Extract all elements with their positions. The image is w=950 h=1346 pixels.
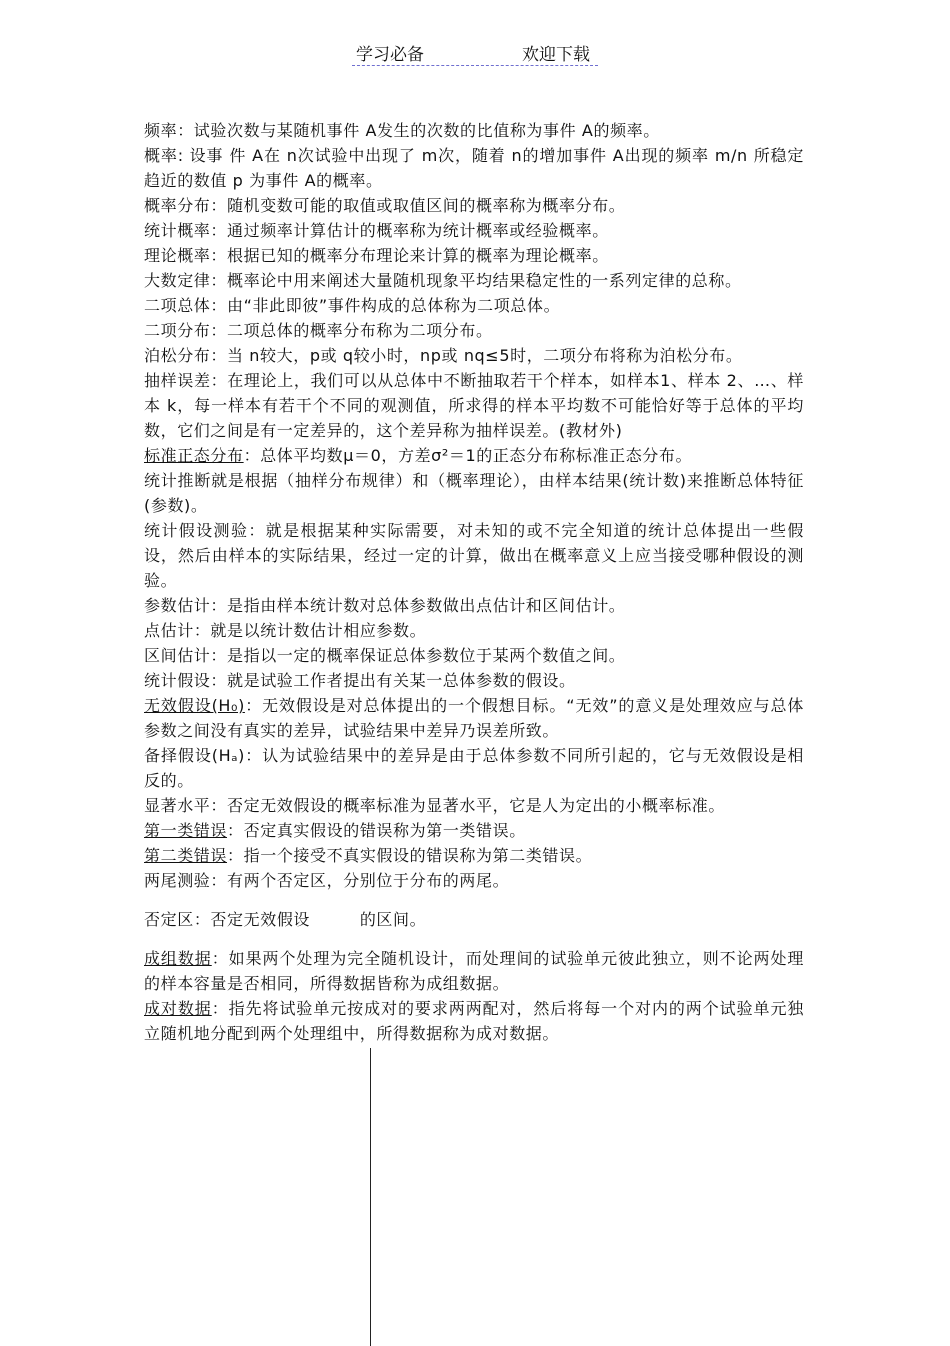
entry-text: ：概率论中用来阐述大量随机现象平均结果稳定性的一系列定律的总称。 bbox=[210, 271, 742, 290]
entry-term: 抽样误差 bbox=[144, 371, 211, 390]
entry-text: ：否定真实假设的错误称为第一类错误。 bbox=[227, 821, 526, 840]
entry-term: 点估计 bbox=[144, 621, 194, 640]
entry-term: 成对数据 bbox=[144, 999, 212, 1018]
entry-text: ：指一个接受不真实假设的错误称为第二类错误。 bbox=[227, 846, 593, 865]
entry-text: ：认为试验结果中的差异是由于总体参数不同所引起的，它与无效假设是相反的。 bbox=[144, 746, 804, 790]
entry-term: 标准正态分布 bbox=[144, 446, 244, 465]
header-dashed-rule bbox=[352, 65, 598, 66]
entry-interval-estimation bbox=[144, 643, 804, 668]
entry-term: 第一类错误 bbox=[144, 821, 228, 840]
entry-text: ：总体平均数μ＝0，方差σ²＝1的正态分布称标准正态分布。 bbox=[243, 446, 693, 465]
entry-statistical-hypothesis bbox=[144, 668, 804, 693]
entry-term: 参数估计 bbox=[144, 596, 211, 615]
entry-term: 统计假设 bbox=[144, 671, 211, 690]
entry-text: ：就是试验工作者提出有关某一总体参数的假设。 bbox=[210, 671, 576, 690]
entry-text: ：就是根据某种实际需要，对未知的或不完全知道的统计总体提出一些假设，然后由样本的实际结果，经过一定的计算，做出在概率意义上应当接受哪种假设的测验。 bbox=[144, 521, 804, 590]
entry-text: : 设事 件 A在 n次试验中出现了 m次，随着 n的增加事件 A出现的频率 m/n 所稳定趋近的数值 p 为事件 A的概率。 bbox=[144, 146, 805, 190]
vertical-divider-line bbox=[370, 1048, 371, 1346]
entry-term: 频率 bbox=[144, 121, 178, 140]
entry-frequency bbox=[144, 118, 804, 143]
entry-text: ：由“非此即彼”事件构成的总体称为二项总体。 bbox=[210, 296, 561, 315]
entry-term: 二项总体 bbox=[144, 296, 211, 315]
entry-text: ：通过频率计算估计的概率称为统计概率或经验概率。 bbox=[210, 221, 609, 240]
entry-paired-data bbox=[144, 996, 804, 1046]
entry-null-hypothesis bbox=[144, 693, 804, 743]
entry-text: ：就是以统计数估计相应参数。 bbox=[193, 621, 427, 640]
entry-term: 否定区 bbox=[144, 910, 194, 929]
entry-text: 就是根据（抽样分布规律）和（概率理论），由样本结果(统计数)来推断总体特征(参数)。 bbox=[144, 471, 804, 515]
entry-statistical-probability bbox=[144, 218, 804, 243]
entry-term: 两尾测验 bbox=[144, 871, 211, 890]
entry-binomial-distribution bbox=[144, 318, 804, 343]
entry-law-of-large-numbers bbox=[144, 268, 804, 293]
entry-probability-distribution bbox=[144, 193, 804, 218]
entry-term: 大数定律 bbox=[144, 271, 211, 290]
page-header bbox=[0, 40, 950, 70]
entry-poisson-distribution bbox=[144, 343, 804, 368]
entry-alternative-hypothesis bbox=[144, 743, 804, 793]
entry-text: ：在理论上，我们可以从总体中不断抽取若干个样本，如样本1、样本 2、…、样本 k，每一样本有若干个不同的观测值，所求得的样本平均数不可能恰好等于总体的平均数，它们之间是有一定差异的，这个差异称为抽样误差。(教材外) bbox=[144, 371, 804, 440]
glossary-body bbox=[144, 118, 804, 1046]
entry-term: 统计概率 bbox=[144, 221, 211, 240]
entry-statistical-inference bbox=[144, 468, 804, 518]
entry-term: 无效假设(H₀) bbox=[144, 696, 245, 715]
entry-term: 成组数据 bbox=[144, 949, 212, 968]
header-left-text: 学习必备 bbox=[356, 45, 424, 65]
entry-text: ：是指由样本统计数对总体参数做出点估计和区间估计。 bbox=[210, 596, 626, 615]
entry-two-tailed-test bbox=[144, 868, 804, 893]
entry-text: ：试验次数与某随机事件 A发生的次数的比值称为事件 A的频率。 bbox=[177, 121, 660, 140]
entry-rejection-region bbox=[144, 907, 804, 932]
entry-point-estimation bbox=[144, 618, 804, 643]
entry-theoretical-probability bbox=[144, 243, 804, 268]
entry-text: ：否定无效假设 的区间。 bbox=[193, 910, 427, 929]
entry-text: ：无效假设是对总体提出的一个假想目标。“无效”的意义是处理效应与总体参数之间没有真实的差异，试验结果中差异乃误差所致。 bbox=[144, 696, 804, 740]
entry-text: ：如果两个处理为完全随机设计，而处理间的试验单元彼此独立，则不论两处理的样本容量是否相同，所得数据皆称为成组数据。 bbox=[144, 949, 804, 993]
entry-text: ：根据已知的概率分布理论来计算的概率为理论概率。 bbox=[210, 246, 609, 265]
entry-term: 显著水平 bbox=[144, 796, 211, 815]
entry-grouped-data bbox=[144, 946, 804, 996]
entry-term: 备择假设(Hₐ) bbox=[144, 746, 245, 765]
entry-parameter-estimation bbox=[144, 593, 804, 618]
entry-term: 泊松分布 bbox=[144, 346, 211, 365]
entry-probability bbox=[144, 143, 804, 193]
entry-text: ：是指以一定的概率保证总体参数位于某两个数值之间。 bbox=[210, 646, 626, 665]
entry-text: ：当 n较大，p或 q较小时，np或 nq≤5时，二项分布将称为泊松分布。 bbox=[210, 346, 743, 365]
entry-term: 第二类错误 bbox=[144, 846, 228, 865]
entry-text: ：指先将试验单元按成对的要求两两配对，然后将每一个对内的两个试验单元独立随机地分配到两个处理组中，所得数据称为成对数据。 bbox=[144, 999, 804, 1043]
entry-text: ：有两个否定区，分别位于分布的两尾。 bbox=[210, 871, 510, 890]
entry-type-one-error bbox=[144, 818, 804, 843]
entry-term: 概率 bbox=[144, 146, 178, 165]
entry-text: ：否定无效假设的概率标准为显著水平，它是人为定出的小概率标准。 bbox=[210, 796, 726, 815]
entry-sampling-error bbox=[144, 368, 804, 443]
entry-term: 理论概率 bbox=[144, 246, 211, 265]
entry-term: 概率分布 bbox=[144, 196, 211, 215]
entry-term: 区间估计 bbox=[144, 646, 211, 665]
header-right-text: 欢迎下载 bbox=[522, 45, 590, 65]
entry-text: ：随机变数可能的取值或取值区间的概率称为概率分布。 bbox=[210, 196, 626, 215]
entry-term: 二项分布 bbox=[144, 321, 211, 340]
entry-type-two-error bbox=[144, 843, 804, 868]
entry-text: ：二项总体的概率分布称为二项分布。 bbox=[210, 321, 493, 340]
entry-hypothesis-testing bbox=[144, 518, 804, 593]
entry-term: 统计假设测验 bbox=[144, 521, 249, 540]
entry-term: 统计推断 bbox=[144, 471, 212, 490]
entry-binomial-population bbox=[144, 293, 804, 318]
entry-standard-normal bbox=[144, 443, 804, 468]
entry-significance-level bbox=[144, 793, 804, 818]
